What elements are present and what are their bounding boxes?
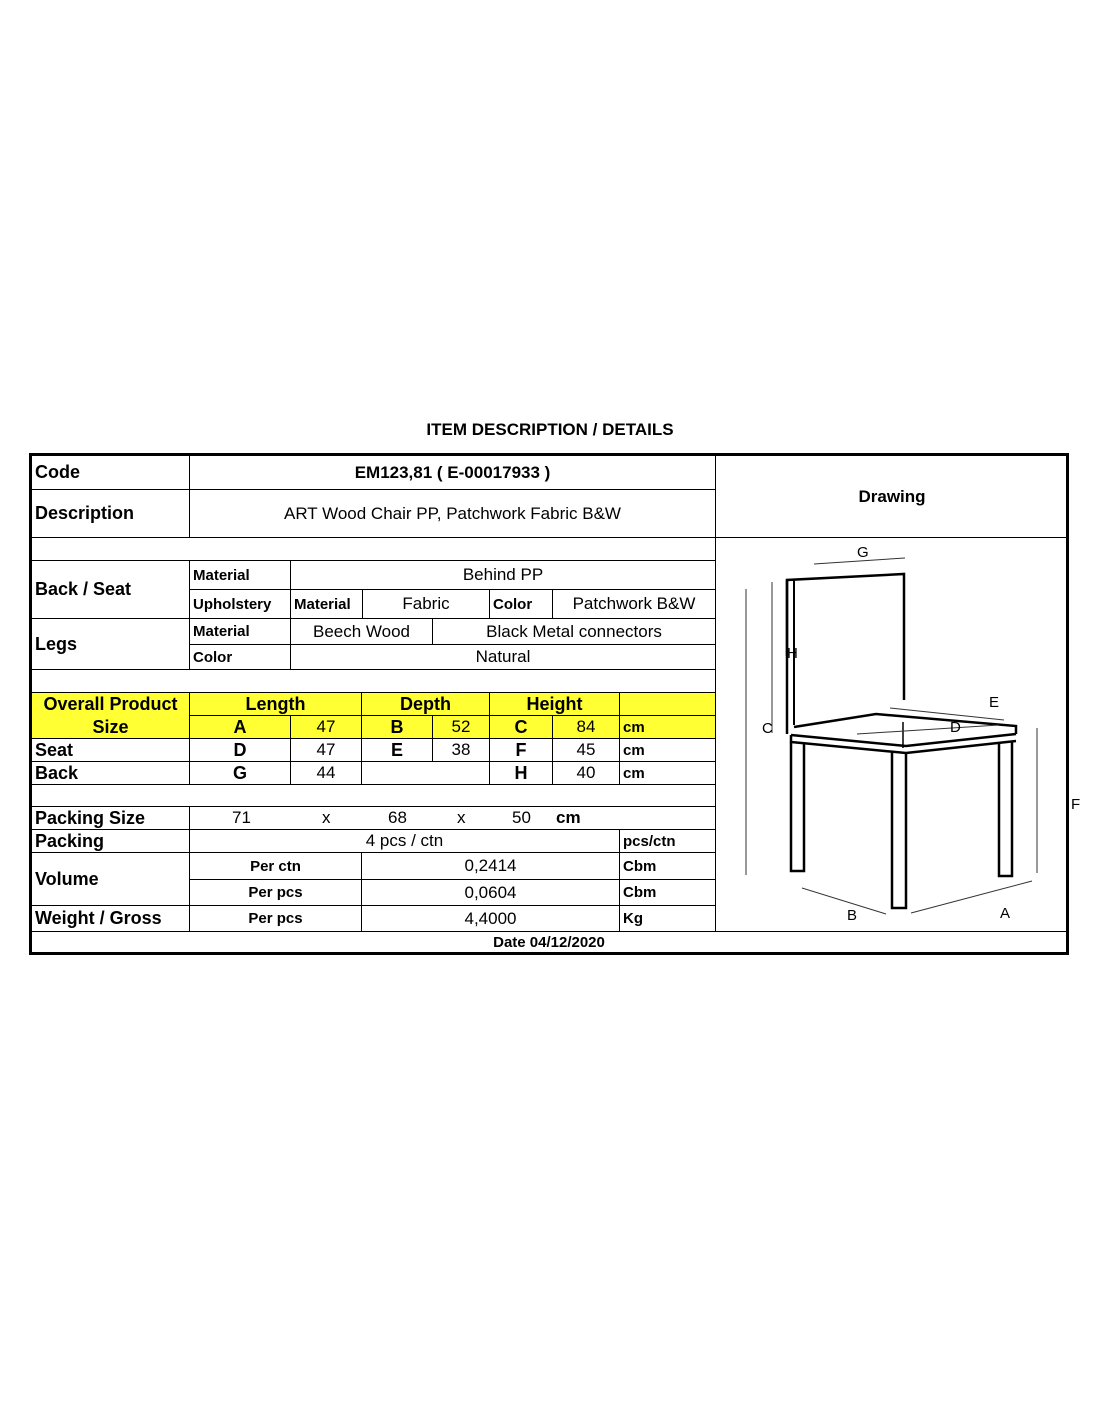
h-label: H <box>490 762 553 785</box>
legs-label: Legs <box>32 619 190 670</box>
g-label: G <box>190 762 291 785</box>
volume-label: Volume <box>32 853 190 906</box>
dim-label-f: F <box>1071 796 1081 813</box>
volume-per-ctn-unit: Cbm <box>620 853 716 880</box>
back-seat-label: Back / Seat <box>32 561 190 619</box>
back-unit: cm <box>620 762 716 785</box>
dim-label-b: B <box>847 907 858 924</box>
spec-sheet <box>29 453 1081 955</box>
c-label: C <box>490 716 553 739</box>
overall-size-label-line1: Overall Product <box>43 693 178 714</box>
chair-backrest-outline <box>787 574 904 700</box>
seat-label: Seat <box>32 739 190 762</box>
upholstery-material-value: Fabric <box>363 590 490 619</box>
packing-unit: pcs/ctn <box>620 830 716 853</box>
dim-label-g: G <box>857 544 869 561</box>
packing-size-length: 71 <box>232 808 251 827</box>
unit-header-blank <box>620 693 716 716</box>
spacer-row <box>32 785 716 807</box>
depth-header: Depth <box>362 693 490 716</box>
e-value: 38 <box>433 739 490 762</box>
legs-color-value: Natural <box>291 645 716 670</box>
packing-size-height: 50 <box>512 808 531 827</box>
dim-label-e: E <box>989 694 1000 711</box>
back-label: Back <box>32 762 190 785</box>
packing-value: 4 pcs / ctn <box>190 830 620 853</box>
upholstery-color-label: Color <box>490 590 553 619</box>
date-footer: Date 04/12/2020 <box>493 933 605 951</box>
a-value: 47 <box>291 716 362 739</box>
upholstery-label: Upholstery <box>190 590 291 619</box>
legs-material-label: Material <box>190 619 291 645</box>
volume-per-ctn-value: 0,2414 <box>362 853 620 880</box>
weight-per-label: Per pcs <box>190 906 362 932</box>
dim-line-e <box>890 708 1004 720</box>
f-value: 45 <box>553 739 620 762</box>
h-value: 40 <box>553 762 620 785</box>
spacer-row <box>32 670 716 693</box>
spacer-row <box>32 538 716 561</box>
packing-size-values <box>190 807 716 830</box>
b-value: 52 <box>433 716 490 739</box>
chair-leg-front-right <box>999 742 1012 876</box>
back-seat-material-value: Behind PP <box>291 561 716 590</box>
volume-per-pcs-label: Per pcs <box>190 880 362 906</box>
volume-per-ctn-label: Per ctn <box>190 853 362 880</box>
overall-unit: cm <box>620 716 716 739</box>
overall-size-label-line2: Size <box>92 716 129 737</box>
height-header: Height <box>490 693 620 716</box>
dim-line-d <box>857 725 999 734</box>
dim-label-c: C <box>762 720 773 737</box>
packing-label: Packing <box>32 830 190 853</box>
dim-line-a <box>911 881 1032 913</box>
upholstery-color-value: Patchwork B&W <box>553 590 716 619</box>
packing-size-x1: x <box>322 808 331 827</box>
b-label: B <box>362 716 433 739</box>
packing-size-width: 68 <box>388 808 407 827</box>
e-label: E <box>362 739 433 762</box>
volume-per-pcs-value: 0,0604 <box>362 880 620 906</box>
description-label: Description <box>32 490 190 538</box>
packing-size-x2: x <box>457 808 466 827</box>
code-value: EM123,81 ( E-00017933 ) <box>190 456 716 490</box>
upholstery-material-label: Material <box>291 590 363 619</box>
back-seat-material-label: Material <box>190 561 291 590</box>
seat-unit: cm <box>620 739 716 762</box>
legs-color-label: Color <box>190 645 291 670</box>
c-value: 84 <box>553 716 620 739</box>
dim-label-a: A <box>1000 905 1011 922</box>
weight-label: Weight / Gross <box>32 906 190 932</box>
dim-label-h: H <box>787 645 798 662</box>
drawing-label: Drawing <box>716 456 1069 538</box>
legs-material-value-2: Black Metal connectors <box>433 619 716 645</box>
g-value: 44 <box>291 762 362 785</box>
d-label: D <box>190 739 291 762</box>
overall-size-label <box>32 693 190 739</box>
a-label: A <box>190 716 291 739</box>
f-label: F <box>490 739 553 762</box>
dim-line-b <box>802 888 886 914</box>
back-blank <box>362 762 490 785</box>
chair-drawing <box>716 538 1081 932</box>
length-header: Length <box>190 693 362 716</box>
d-value: 47 <box>291 739 362 762</box>
document-title: ITEM DESCRIPTION / DETAILS <box>426 420 674 439</box>
code-label: Code <box>32 456 190 490</box>
chair-leg-front-left <box>892 752 906 908</box>
packing-size-unit: cm <box>556 808 581 827</box>
dim-label-d: D <box>950 719 961 736</box>
weight-value: 4,4000 <box>362 906 620 932</box>
description-value: ART Wood Chair PP, Patchwork Fabric B&W <box>190 490 716 538</box>
packing-size-label: Packing Size <box>32 807 190 830</box>
chair-leg-back-left <box>791 742 804 871</box>
legs-material-value-1: Beech Wood <box>291 619 433 645</box>
volume-per-pcs-unit: Cbm <box>620 880 716 906</box>
weight-unit: Kg <box>620 906 716 932</box>
